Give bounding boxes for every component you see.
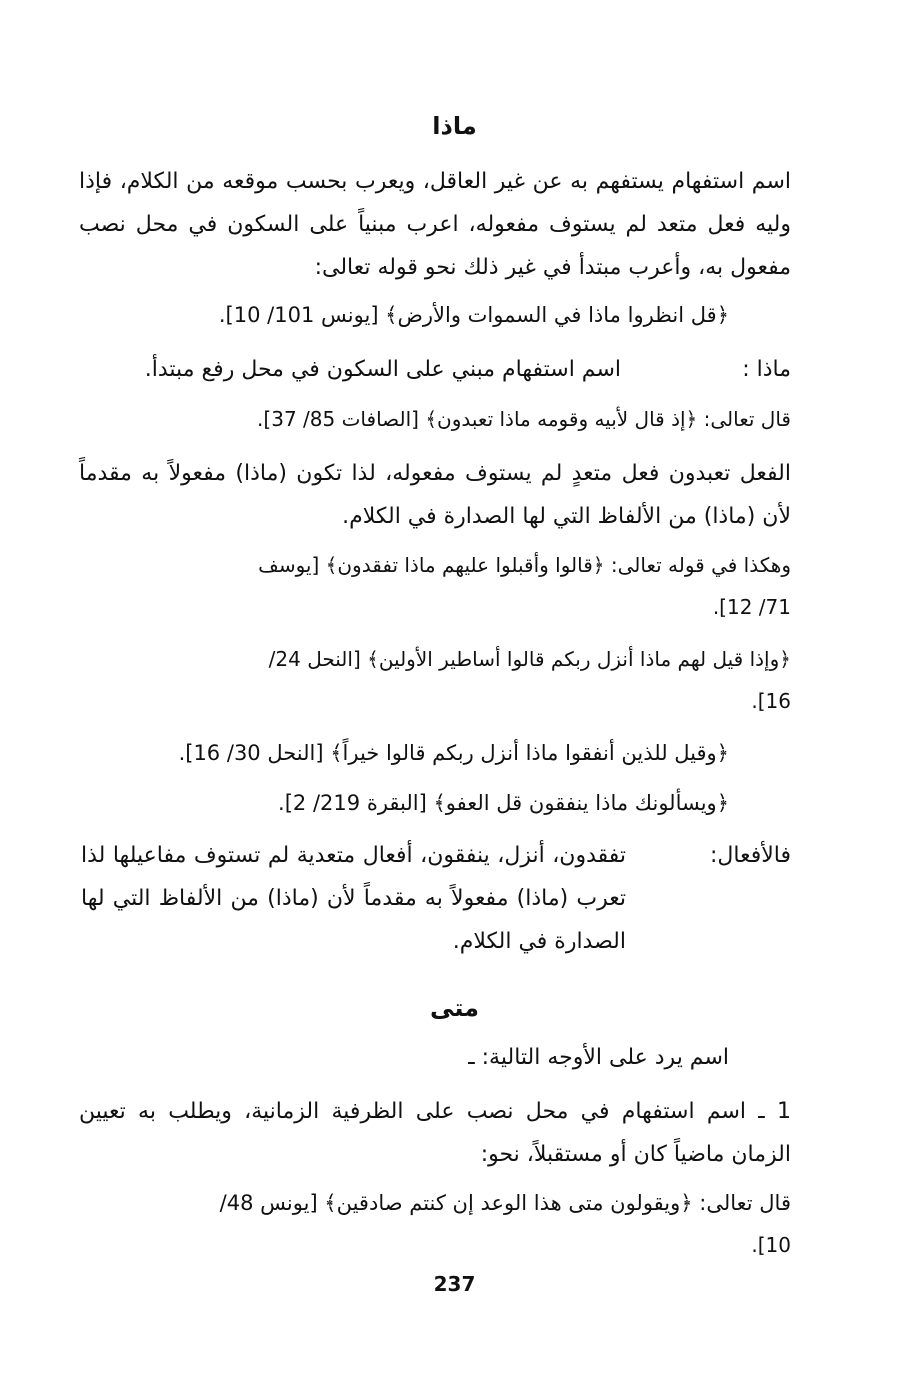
example-saffat: قال تعالى: ﴿إذ قال لأبيه وقومه ماذا تعبدون﴾ [الصافات 85/ 37].	[257, 407, 791, 431]
verbs-row	[79, 834, 791, 964]
section-title-mata: متى	[430, 994, 479, 1022]
verbs-text: تفقدون، أنزل، ينفقون، أفعال متعدية لم تستوف مفاعيلها لذا تعرب (ماذا) مفعولاً به مقدماً لأن (ماذا) من الألفاظ التي لها الصدارة في الكلام.	[81, 843, 626, 954]
parse-label: ماذا :	[742, 357, 791, 382]
verse-nahl-24-line2: 16].	[751, 689, 791, 713]
verse-nahl-30: ﴿وقيل للذين أنفقوا ماذا أنزل ربكم قالوا خيراً﴾ [النحل 30/ 16].	[178, 741, 729, 765]
mata-intro: اسم يرد على الأوجه التالية: ـ	[468, 1045, 729, 1070]
section-title-matha: ماذا	[432, 112, 477, 140]
parse-text: اسم استفهام مبني على السكون في محل رفع مبتدأ.	[144, 357, 621, 382]
example-yusuf-line1: وهكذا في قوله تعالى: ﴿قالوا وأقبلوا عليهم ماذا تفقدون﴾ [يوسف	[258, 553, 791, 577]
parse-row-matha	[79, 348, 791, 391]
example-yunus-48-line1: قال تعالى: ﴿ويقولون متى هذا الوعد إن كنتم صادقين﴾ [يونس 48/	[219, 1191, 791, 1215]
example-yusuf-line2: 71/ 12].	[712, 595, 791, 619]
paragraph-explain-taabudun: الفعل تعبدون فعل متعدٍ لم يستوف مفعوله، لذا تكون (ماذا) مفعولاً به مقدماً لأن (ماذا) من الألفاظ التي لها الصدارة في الكلام.	[79, 461, 791, 529]
example-yunus-48-line2: 10].	[751, 1233, 791, 1257]
verbs-label: فالأفعال:	[710, 843, 791, 868]
page-number: 237	[433, 1272, 476, 1296]
verse-nahl-24-line1: ﴿وإذا قيل لهم ماذا أنزل ربكم قالوا أساطير الأولين﴾ [النحل 24/	[268, 647, 791, 671]
mata-point-1: 1 ـ اسم استفهام في محل نصب على الظرفية الزمانية، ويطلب به تعيين الزمان ماضياً كان أو مستقبلاً، نحو:	[79, 1099, 791, 1167]
verse-baqara-219: ﴿ويسألونك ماذا ينفقون قل العفو﴾ [البقرة 219/ 2].	[278, 791, 729, 815]
verse-yunus-101: ﴿قل انظروا ماذا في السموات والأرض﴾ [يونس 101/ 10].	[218, 303, 729, 327]
paragraph-matha-intro: اسم استفهام يستفهم به عن غير العاقل، ويعرب بحسب موقعه من الكلام، فإذا وليه فعل متعد لم يستوف مفعوله، اعرب مبنياً على السكون في محل نصب مفعول به، وأعرب مبتدأ في غير ذلك نحو قوله تعالى:	[79, 169, 791, 280]
